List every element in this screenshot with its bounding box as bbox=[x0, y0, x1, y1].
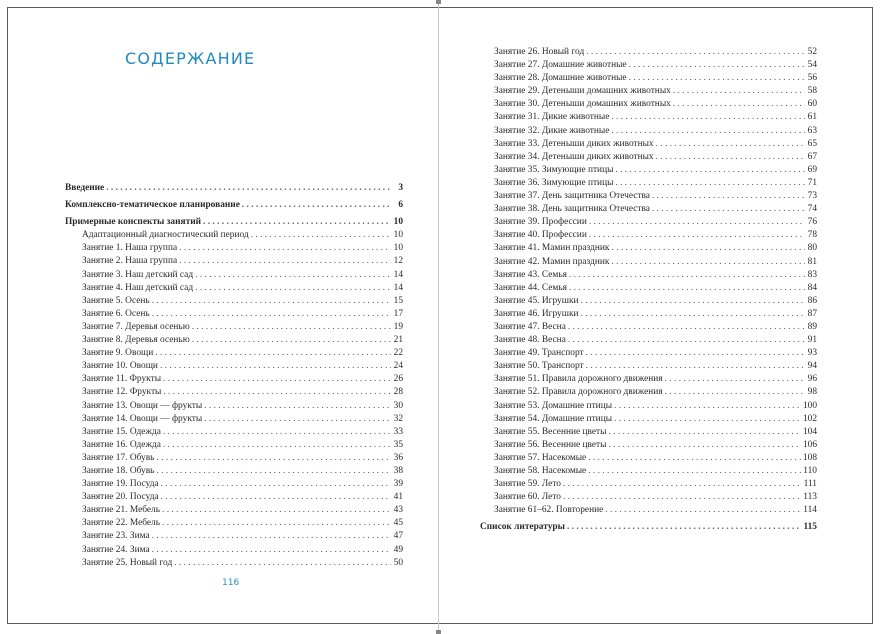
toc-entry-page: 58 bbox=[807, 86, 817, 97]
toc-entry-lesson[interactable] bbox=[65, 373, 403, 386]
dot-leader bbox=[614, 413, 801, 426]
toc-entry-title: Занятие 21. Мебель bbox=[82, 505, 161, 516]
toc-entry-page: 74 bbox=[807, 204, 817, 215]
toc-entry-page: 50 bbox=[393, 557, 403, 568]
toc-entry-title: Занятие 46. Игрушки bbox=[494, 308, 579, 319]
toc-entry-lesson[interactable] bbox=[480, 138, 817, 151]
toc-entry-page: 113 bbox=[803, 492, 817, 503]
toc-lessons-list-left bbox=[65, 229, 403, 569]
toc-entry-page: 84 bbox=[807, 282, 817, 293]
dot-leader bbox=[611, 242, 805, 255]
dot-leader bbox=[163, 426, 391, 439]
toc-entry-title: Адаптационный диагностический период bbox=[82, 230, 249, 241]
toc-entry-title: Примерные конспекты занятий bbox=[65, 217, 201, 228]
dot-leader bbox=[586, 46, 805, 59]
dot-leader bbox=[163, 386, 391, 399]
toc-entry-lesson[interactable] bbox=[480, 242, 817, 255]
toc-entry-title: Занятие 38. День защитника Отечества bbox=[494, 204, 650, 215]
toc-entry-lesson[interactable] bbox=[480, 59, 817, 72]
toc-entry-title: Занятие 14. Овощи — фрукты bbox=[82, 413, 203, 424]
toc-entry-lesson[interactable] bbox=[65, 334, 403, 347]
toc-entry-lesson[interactable] bbox=[480, 151, 817, 164]
dot-leader bbox=[665, 386, 805, 399]
dot-leader bbox=[608, 426, 800, 439]
toc-entry-title: Занятие 31. Дикие животные bbox=[494, 112, 610, 123]
toc-entry-bibliography[interactable] bbox=[480, 521, 817, 534]
toc-entry-lesson-plans[interactable] bbox=[65, 216, 403, 229]
toc-entry-page: 26 bbox=[393, 374, 403, 385]
toc-entry-page: 36 bbox=[393, 452, 403, 463]
dot-leader bbox=[586, 347, 805, 360]
toc-entry-page: 106 bbox=[802, 439, 817, 450]
toc-entry-title: Занятие 13. Овощи — фрукты bbox=[82, 400, 203, 411]
dot-leader bbox=[152, 544, 391, 557]
toc-entry-lesson[interactable] bbox=[65, 360, 403, 373]
toc-entry-title: Занятие 26. Новый год bbox=[494, 47, 585, 57]
toc-entry-lesson[interactable] bbox=[65, 530, 403, 543]
toc-entry-lesson[interactable] bbox=[480, 504, 817, 517]
dot-leader bbox=[563, 478, 802, 491]
toc-entry-page: 52 bbox=[807, 47, 817, 57]
toc-entry-page: 17 bbox=[393, 308, 403, 319]
toc-entry-title: Занятие 49. Транспорт bbox=[494, 348, 584, 359]
toc-entry-title: Занятие 61–62. Повторение bbox=[494, 505, 604, 516]
dot-leader bbox=[160, 360, 391, 373]
toc-entry-lesson[interactable] bbox=[65, 321, 403, 334]
dot-leader bbox=[162, 517, 391, 530]
toc-entry-title: Занятие 29. Детеныши домашних животных bbox=[494, 86, 671, 97]
toc-entry-lesson[interactable] bbox=[65, 491, 403, 504]
toc-entry-lesson[interactable] bbox=[65, 413, 403, 426]
toc-entry-title: Занятие 12. Фрукты bbox=[82, 387, 162, 398]
toc-entry-page: 38 bbox=[393, 465, 403, 476]
toc-entry-lesson[interactable] bbox=[480, 465, 817, 478]
toc-entry-title: Занятие 11. Фрукты bbox=[82, 374, 162, 385]
dot-leader bbox=[567, 521, 801, 534]
toc-entry-page: 61 bbox=[807, 112, 817, 123]
dot-leader bbox=[615, 177, 805, 190]
toc-entry-page: 47 bbox=[393, 531, 403, 542]
dot-leader bbox=[581, 308, 805, 321]
dot-leader bbox=[608, 439, 800, 452]
toc-entry-lesson[interactable] bbox=[480, 347, 817, 360]
toc-entry-title: Занятие 50. Транспорт bbox=[494, 361, 584, 372]
toc-entry-title: Занятие 58. Насекомые bbox=[494, 466, 587, 476]
toc-entry-title: Занятие 32. Дикие животные bbox=[494, 125, 610, 136]
dot-leader bbox=[673, 98, 805, 111]
toc-entry-title: Занятие 4. Наш детский сад bbox=[82, 282, 194, 293]
dot-leader bbox=[161, 478, 391, 491]
toc-entry-intro[interactable] bbox=[65, 182, 403, 195]
toc-entry-page: 108 bbox=[802, 452, 817, 463]
toc-entry-title: Занятие 34. Детеныши диких животных bbox=[494, 151, 654, 162]
dot-leader bbox=[204, 413, 391, 426]
dot-leader bbox=[568, 321, 805, 334]
toc-entry-page: 80 bbox=[807, 243, 817, 254]
toc-entry-page: 12 bbox=[393, 256, 403, 267]
dot-leader bbox=[611, 111, 805, 124]
dot-leader bbox=[242, 199, 391, 212]
toc-entry-page: 71 bbox=[807, 177, 817, 188]
toc-entry-lesson[interactable] bbox=[480, 426, 817, 439]
toc-entry-page: 14 bbox=[393, 269, 403, 280]
toc-entry-lesson[interactable] bbox=[65, 308, 403, 321]
toc-entry-title: Занятие 37. День защитника Отечества bbox=[494, 191, 650, 202]
toc-entry-lesson[interactable] bbox=[480, 177, 817, 190]
toc-entry-title: Занятие 2. Наша группа bbox=[82, 256, 178, 267]
dot-leader bbox=[588, 452, 801, 465]
dot-leader bbox=[611, 125, 805, 138]
toc-entry-page: 33 bbox=[393, 426, 403, 437]
toc-entry-lesson[interactable] bbox=[65, 386, 403, 399]
toc-entry-page: 83 bbox=[807, 269, 817, 280]
toc-entry-lesson[interactable] bbox=[480, 269, 817, 282]
toc-entry-lesson[interactable] bbox=[480, 321, 817, 334]
toc-entry-lesson[interactable] bbox=[480, 203, 817, 216]
toc-entry-page: 10 bbox=[393, 217, 403, 228]
toc-entry-page: 43 bbox=[393, 505, 403, 516]
toc-entry-page: 10 bbox=[393, 230, 403, 241]
toc-entry-title: Занятие 17. Обувь bbox=[82, 452, 155, 463]
toc-entry-page: 35 bbox=[393, 439, 403, 450]
page-gutter bbox=[438, 0, 439, 634]
page-title: СОДЕРЖАНИЕ bbox=[125, 49, 256, 68]
toc-entry-lesson[interactable] bbox=[480, 125, 817, 138]
dot-leader bbox=[179, 255, 391, 268]
toc-entry-lesson[interactable] bbox=[480, 400, 817, 413]
toc-entry-lesson[interactable] bbox=[480, 98, 817, 111]
toc-entry-title: Занятие 22. Мебель bbox=[82, 518, 161, 529]
toc-entry-page: 91 bbox=[807, 335, 817, 346]
dot-leader bbox=[161, 491, 391, 504]
toc-entry-page: 54 bbox=[807, 60, 817, 71]
dot-leader bbox=[192, 321, 391, 334]
toc-entry-title: Занятие 60. Лето bbox=[494, 492, 561, 503]
toc-entry-page: 56 bbox=[807, 73, 817, 84]
dot-leader bbox=[163, 373, 391, 386]
dot-leader bbox=[629, 59, 805, 72]
toc-entry-title: Занятие 24. Зима bbox=[82, 544, 150, 555]
toc-entry-lesson[interactable] bbox=[480, 334, 817, 347]
toc-entry-page: 73 bbox=[807, 191, 817, 202]
toc-entry-lesson[interactable] bbox=[480, 46, 817, 59]
toc-entry-lesson[interactable] bbox=[480, 478, 817, 491]
toc-entry-page: 78 bbox=[807, 230, 817, 241]
toc-entry-title: Занятие 9. Овощи bbox=[82, 348, 154, 359]
dot-leader bbox=[581, 295, 805, 308]
toc-entry-title: Занятие 41. Мамин праздник bbox=[494, 243, 610, 254]
toc-entry-page: 94 bbox=[807, 361, 817, 372]
toc-entry-lesson[interactable] bbox=[480, 439, 817, 452]
toc-entry-title: Занятие 51. Правила дорожного движения bbox=[494, 374, 663, 385]
toc-entry-lesson[interactable] bbox=[65, 282, 403, 295]
dot-leader bbox=[156, 452, 391, 465]
toc-entry-lesson[interactable] bbox=[480, 308, 817, 321]
dot-leader bbox=[589, 229, 805, 242]
toc-entry-lesson[interactable] bbox=[480, 229, 817, 242]
toc-entry-title: Занятие 5. Осень bbox=[82, 295, 150, 306]
toc-entry-title: Занятие 53. Домашние птицы bbox=[494, 400, 613, 411]
toc-entry-lesson[interactable] bbox=[480, 190, 817, 203]
toc-entry-lesson[interactable] bbox=[65, 544, 403, 557]
toc-entry-page: 67 bbox=[807, 151, 817, 162]
toc-entry-title: Занятие 19. Посуда bbox=[82, 479, 159, 490]
toc-entry-page: 22 bbox=[393, 348, 403, 359]
toc-entry-page: 110 bbox=[803, 466, 817, 476]
toc-entry-page: 114 bbox=[803, 505, 817, 516]
gutter-mark-top bbox=[436, 0, 441, 4]
toc-entry-lesson[interactable] bbox=[480, 256, 817, 269]
dot-leader bbox=[665, 373, 805, 386]
dot-leader bbox=[152, 295, 391, 308]
toc-entry-title: Занятие 6. Осень bbox=[82, 308, 150, 319]
toc-entry-page: 96 bbox=[807, 374, 817, 385]
toc-entry-lesson[interactable] bbox=[65, 504, 403, 517]
toc-entry-lesson[interactable] bbox=[65, 517, 403, 530]
dot-leader bbox=[563, 491, 801, 504]
toc-entry-lesson[interactable] bbox=[480, 164, 817, 177]
toc-entry-title: Занятие 1. Наша группа bbox=[82, 243, 178, 254]
toc-entry-lesson[interactable] bbox=[480, 216, 817, 229]
toc-entry-page: 19 bbox=[393, 321, 403, 332]
toc-entry-page: 14 bbox=[393, 282, 403, 293]
toc-entry-lesson[interactable] bbox=[65, 347, 403, 360]
dot-leader bbox=[652, 190, 805, 203]
toc-entry-title: Занятие 25. Новый год bbox=[82, 557, 173, 568]
dot-leader bbox=[156, 465, 391, 478]
toc-entry-title: Занятие 10. Овощи bbox=[82, 361, 158, 372]
toc-entry-lesson[interactable] bbox=[480, 452, 817, 465]
dot-leader bbox=[673, 85, 805, 98]
dot-leader bbox=[611, 256, 805, 269]
toc-entry-lesson[interactable] bbox=[65, 400, 403, 413]
toc-entry-lesson[interactable] bbox=[480, 111, 817, 124]
toc-entry-page: 3 bbox=[398, 183, 403, 193]
toc-entry-title: Занятие 59. Лето bbox=[494, 479, 561, 490]
dot-leader bbox=[106, 182, 391, 195]
toc-entry-lesson[interactable] bbox=[65, 255, 403, 268]
dot-leader bbox=[163, 439, 391, 452]
toc-entry-page: 6 bbox=[398, 200, 403, 211]
toc-entry-title: Комплексно-тематическое планирование bbox=[65, 200, 240, 211]
toc-entry-title: Занятие 47. Весна bbox=[494, 321, 566, 332]
toc-entry-title: Занятие 20. Посуда bbox=[82, 492, 159, 503]
dot-leader bbox=[588, 465, 801, 478]
toc-entry-title: Занятие 30. Детеныши домашних животных bbox=[494, 99, 671, 110]
toc-right-column bbox=[480, 46, 817, 534]
toc-entry-page: 39 bbox=[393, 479, 403, 490]
toc-entry-title: Занятие 15. Одежда bbox=[82, 426, 161, 437]
toc-entry-page: 24 bbox=[393, 361, 403, 372]
toc-entry-page: 28 bbox=[393, 387, 403, 398]
toc-entry-page: 81 bbox=[807, 256, 817, 267]
toc-entry-page: 115 bbox=[803, 522, 817, 533]
toc-entry-page: 21 bbox=[393, 335, 403, 346]
toc-entry-lesson[interactable] bbox=[65, 295, 403, 308]
dot-leader bbox=[569, 282, 805, 295]
dot-leader bbox=[614, 400, 801, 413]
toc-entry-page: 102 bbox=[802, 413, 817, 424]
dot-leader bbox=[174, 557, 391, 570]
toc-entry-lesson[interactable] bbox=[480, 386, 817, 399]
toc-entry-page: 41 bbox=[393, 492, 403, 503]
toc-entry-page: 60 bbox=[807, 99, 817, 110]
toc-entry-page: 32 bbox=[393, 413, 403, 424]
dot-leader bbox=[195, 269, 391, 282]
toc-entry-title: Занятие 7. Деревья осенью bbox=[82, 321, 190, 332]
toc-entry-lesson[interactable] bbox=[480, 360, 817, 373]
dot-leader bbox=[195, 282, 391, 295]
toc-entry-title: Список литературы bbox=[480, 522, 565, 533]
toc-entry-lesson[interactable] bbox=[480, 413, 817, 426]
toc-left-column bbox=[65, 182, 403, 570]
toc-entry-title: Занятие 16. Одежда bbox=[82, 439, 161, 450]
toc-entry-lesson[interactable] bbox=[65, 269, 403, 282]
dot-leader bbox=[652, 203, 805, 216]
dot-leader bbox=[155, 347, 391, 360]
toc-entry-page: 89 bbox=[807, 321, 817, 332]
dot-leader bbox=[251, 229, 391, 242]
dot-leader bbox=[569, 269, 805, 282]
toc-entry-lesson[interactable] bbox=[65, 426, 403, 439]
toc-entry-lesson[interactable] bbox=[65, 229, 403, 242]
toc-entry-lesson[interactable] bbox=[65, 242, 403, 255]
toc-entry-lesson[interactable] bbox=[480, 373, 817, 386]
toc-entry-title: Введение bbox=[65, 183, 105, 193]
dot-leader bbox=[615, 164, 805, 177]
toc-entry-page: 49 bbox=[393, 544, 403, 555]
toc-entry-page: 100 bbox=[802, 400, 817, 411]
toc-entry-lesson[interactable] bbox=[65, 557, 403, 570]
toc-entry-title: Занятие 39. Профессии bbox=[494, 217, 587, 228]
toc-entry-page: 15 bbox=[393, 295, 403, 306]
toc-entry-lesson[interactable] bbox=[480, 282, 817, 295]
toc-entry-title: Занятие 8. Деревья осенью bbox=[82, 335, 190, 346]
dot-leader bbox=[203, 216, 391, 229]
toc-entry-title: Занятие 45. Игрушки bbox=[494, 295, 579, 306]
toc-entry-page: 30 bbox=[393, 400, 403, 411]
dot-leader bbox=[586, 360, 805, 373]
dot-leader bbox=[589, 216, 805, 229]
dot-leader bbox=[192, 334, 391, 347]
dot-leader bbox=[152, 308, 391, 321]
toc-entry-title: Занятие 48. Весна bbox=[494, 335, 566, 346]
toc-entry-page: 93 bbox=[807, 348, 817, 359]
toc-entry-title: Занятие 23. Зима bbox=[82, 531, 150, 542]
toc-entry-page: 76 bbox=[807, 217, 817, 228]
dot-leader bbox=[629, 72, 805, 85]
toc-entry-title: Занятие 54. Домашние птицы bbox=[494, 413, 613, 424]
toc-entry-title: Занятие 33. Детеныши диких животных bbox=[494, 138, 654, 149]
toc-entry-title: Занятие 27. Домашние животные bbox=[494, 60, 627, 71]
gutter-mark-bottom bbox=[436, 630, 441, 634]
toc-entry-lesson[interactable] bbox=[65, 439, 403, 452]
dot-leader bbox=[656, 151, 805, 164]
dot-leader bbox=[605, 504, 801, 517]
toc-entry-lesson[interactable] bbox=[65, 452, 403, 465]
toc-entry-title: Занятие 42. Мамин праздник bbox=[494, 256, 610, 267]
toc-entry-title: Занятие 43. Семья bbox=[494, 269, 567, 280]
toc-entry-page: 69 bbox=[807, 164, 817, 175]
dot-leader bbox=[179, 242, 391, 255]
toc-entry-lesson[interactable] bbox=[480, 85, 817, 98]
toc-entry-page: 65 bbox=[807, 138, 817, 149]
toc-entry-lesson[interactable] bbox=[65, 465, 403, 478]
toc-entry-page: 104 bbox=[802, 426, 817, 437]
toc-entry-page: 63 bbox=[807, 125, 817, 136]
dot-leader bbox=[162, 504, 391, 517]
toc-entry-title: Занятие 3. Наш детский сад bbox=[82, 269, 194, 280]
toc-entry-title: Занятие 18. Обувь bbox=[82, 465, 155, 476]
toc-entry-title: Занятие 44. Семья bbox=[494, 282, 567, 293]
toc-entry-title: Занятие 40. Профессии bbox=[494, 230, 587, 241]
toc-lessons-list-right bbox=[480, 46, 817, 517]
dot-leader bbox=[152, 530, 391, 543]
toc-entry-lesson[interactable] bbox=[65, 478, 403, 491]
toc-entry-page: 111 bbox=[803, 479, 817, 490]
toc-entry-title: Занятие 36. Зимующие птицы bbox=[494, 177, 614, 188]
toc-entry-title: Занятие 57. Насекомые bbox=[494, 452, 587, 463]
dot-leader bbox=[656, 138, 805, 151]
page-number: 116 bbox=[222, 578, 240, 588]
toc-entry-page: 86 bbox=[807, 295, 817, 306]
toc-entry-planning[interactable] bbox=[65, 199, 403, 212]
dot-leader bbox=[568, 334, 805, 347]
toc-entry-title: Занятие 52. Правила дорожного движения bbox=[494, 387, 663, 398]
toc-entry-page: 98 bbox=[807, 387, 817, 398]
toc-entry-title: Занятие 35. Зимующие птицы bbox=[494, 164, 614, 175]
toc-entry-lesson[interactable] bbox=[480, 295, 817, 308]
toc-entry-lesson[interactable] bbox=[480, 491, 817, 504]
toc-entry-title: Занятие 56. Весенние цветы bbox=[494, 439, 607, 450]
toc-entry-title: Занятие 55. Весенние цветы bbox=[494, 426, 607, 437]
toc-entry-page: 45 bbox=[393, 518, 403, 529]
toc-entry-page: 10 bbox=[393, 243, 403, 254]
toc-entry-lesson[interactable] bbox=[480, 72, 817, 85]
toc-entry-page: 87 bbox=[807, 308, 817, 319]
toc-entry-title: Занятие 28. Домашние животные bbox=[494, 73, 627, 84]
dot-leader bbox=[204, 400, 391, 413]
